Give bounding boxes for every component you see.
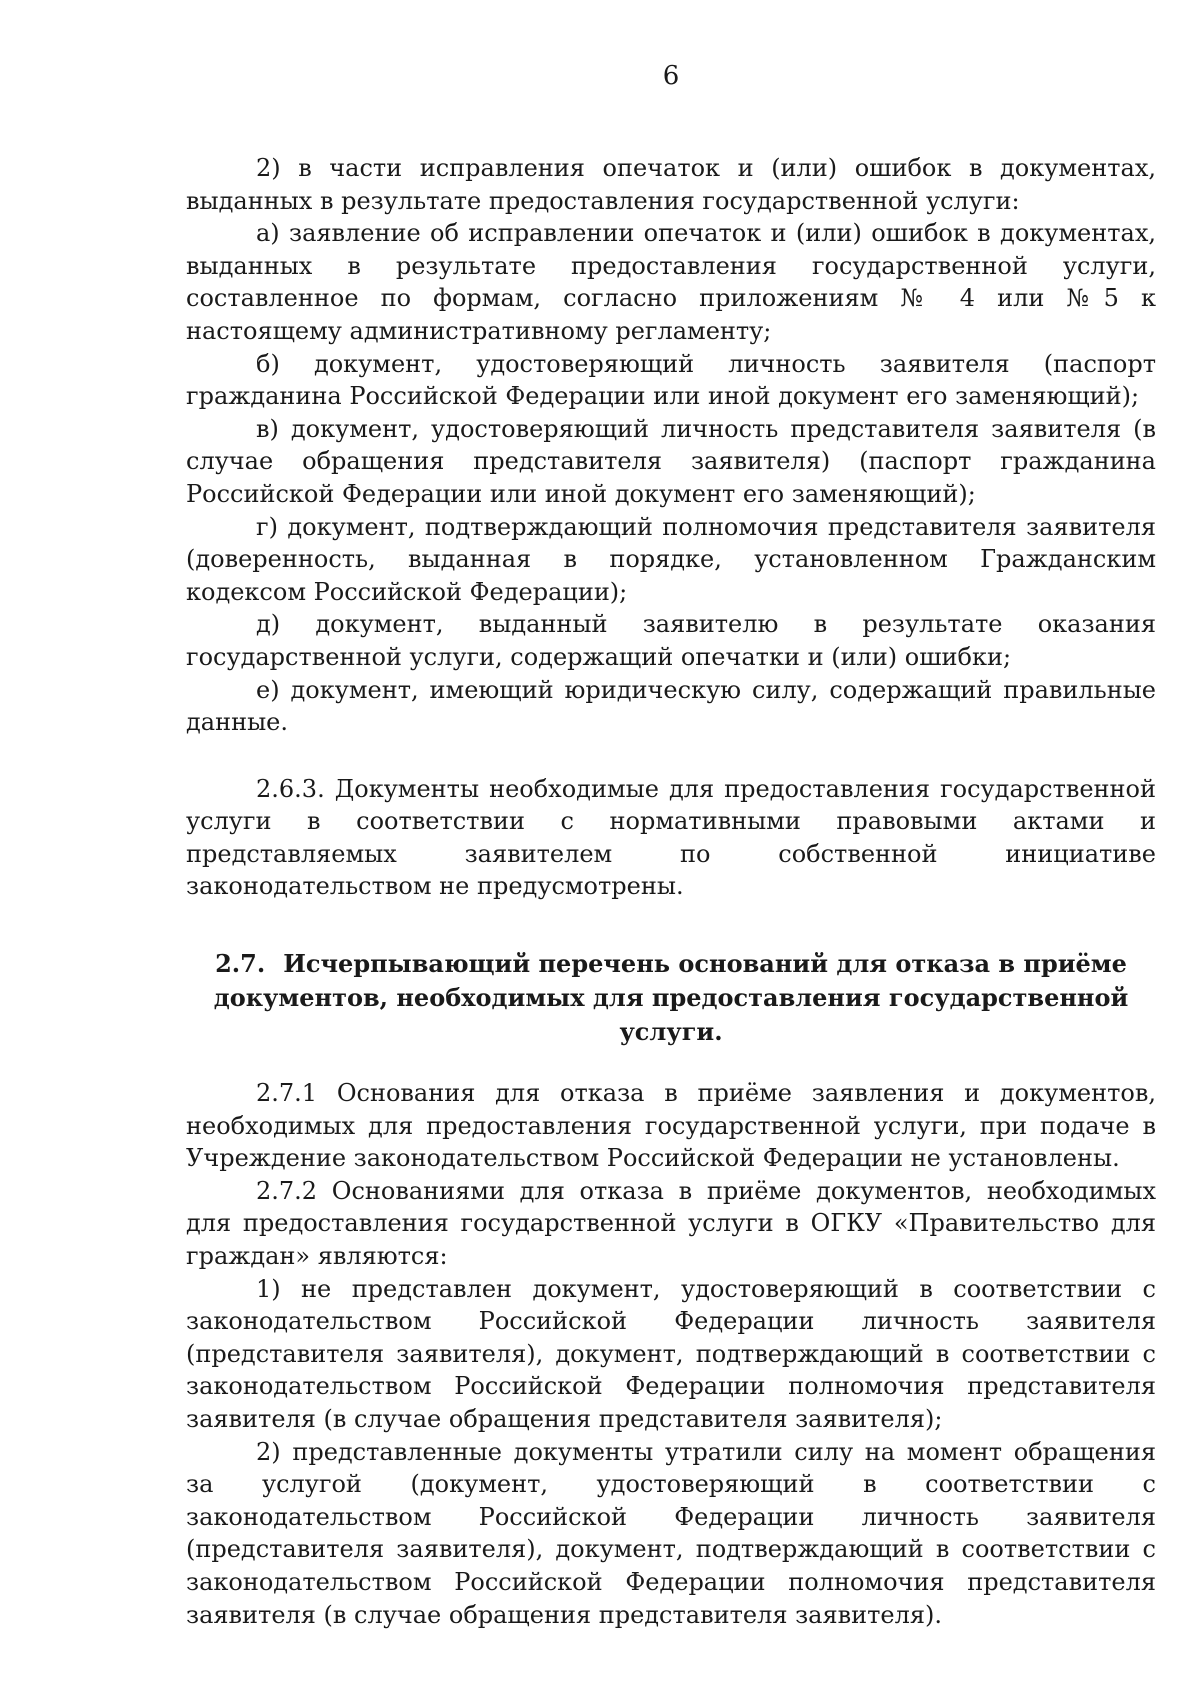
paragraph-2-6-3: 2.6.3. Документы необходимые для предоставления государственной услуги в соответствии с нормативными правовыми актами и представляемых заявителем по собственной инициативе законодательством не предусмотрены. [186,774,1156,901]
section-title: Исчерпывающий перечень оснований для отказа в приёме документов, необходимых для предоставления государственной услуги. [213,949,1129,1047]
document-page [186,60,1156,1631]
paragraph-spacer [186,739,1156,773]
page-number: 6 [662,61,680,91]
paragraph-item-b: б) документ, удостоверяющий личность заявителя (паспорт гражданина Российской Федерации или иной документ его заменяющий); [186,349,1156,411]
paragraph-ground-2: 2) представленные документы утратили силу на момент обращения за услугой (документ, удостоверяющий в соответствии с законодательством Российской Федерации личность заявителя (представителя заявителя), документ, подтверждающий в соответствии с законодательством Российской Федерации полномочия представителя заявителя (в случае обращения представителя заявителя). [186,1437,1156,1629]
paragraph-ground-1: 1) не представлен документ, удостоверяющий в соответствии с законодательством Российской Федерации личность заявителя (представителя заявителя), документ, подтверждающий в соответствии с законодательством Российской Федерации полномочия представителя заявителя (в случае обращения представителя заявителя); [186,1274,1156,1433]
paragraph-item-v: в) документ, удостоверяющий личность представителя заявителя (в случае обращения представителя заявителя) (паспорт гражданина Российской Федерации или иной документ его заменяющий); [186,414,1156,508]
paragraph-item-d: д) документ, выданный заявителю в результате оказания государственной услуги, содержащий опечатки и (или) ошибки; [186,610,1156,671]
paragraph-item-g: г) документ, подтверждающий полномочия представителя заявителя (доверенность, выданная в порядке, установленном Гражданским кодексом Российской Федерации); [186,512,1156,606]
paragraph-2-7-2: 2.7.2 Основаниями для отказа в приёме документов, необходимых для предоставления государственной услуги в ОГКУ «Правительство для граждан» являются: [186,1176,1156,1271]
paragraph-spacer [186,903,1156,937]
paragraph-corrections-intro: 2) в части исправления опечаток и (или) ошибок в документах, выданных в результате предоставления государственной услуги: [186,154,1156,215]
section-heading [186,947,1156,1049]
paragraph-item-e: е) документ, имеющий юридическую силу, содержащий правильные данные. [186,675,1156,737]
paragraph-item-a: а) заявление об исправлении опечаток и (или) ошибок в документах, выданных в результате предоставления государственной услуги, составленное по формам, согласно приложениям № 4 или №5 к настоящему административному регламенту; [186,219,1156,345]
section-number: 2.7. [215,949,266,979]
paragraph-2-7-1: 2.7.1 Основания для отказа в приёме заявления и документов, необходимых для предоставления государственной услуги, при подаче в Учреждение законодательством Российской Федерации не установлены. [186,1079,1156,1173]
